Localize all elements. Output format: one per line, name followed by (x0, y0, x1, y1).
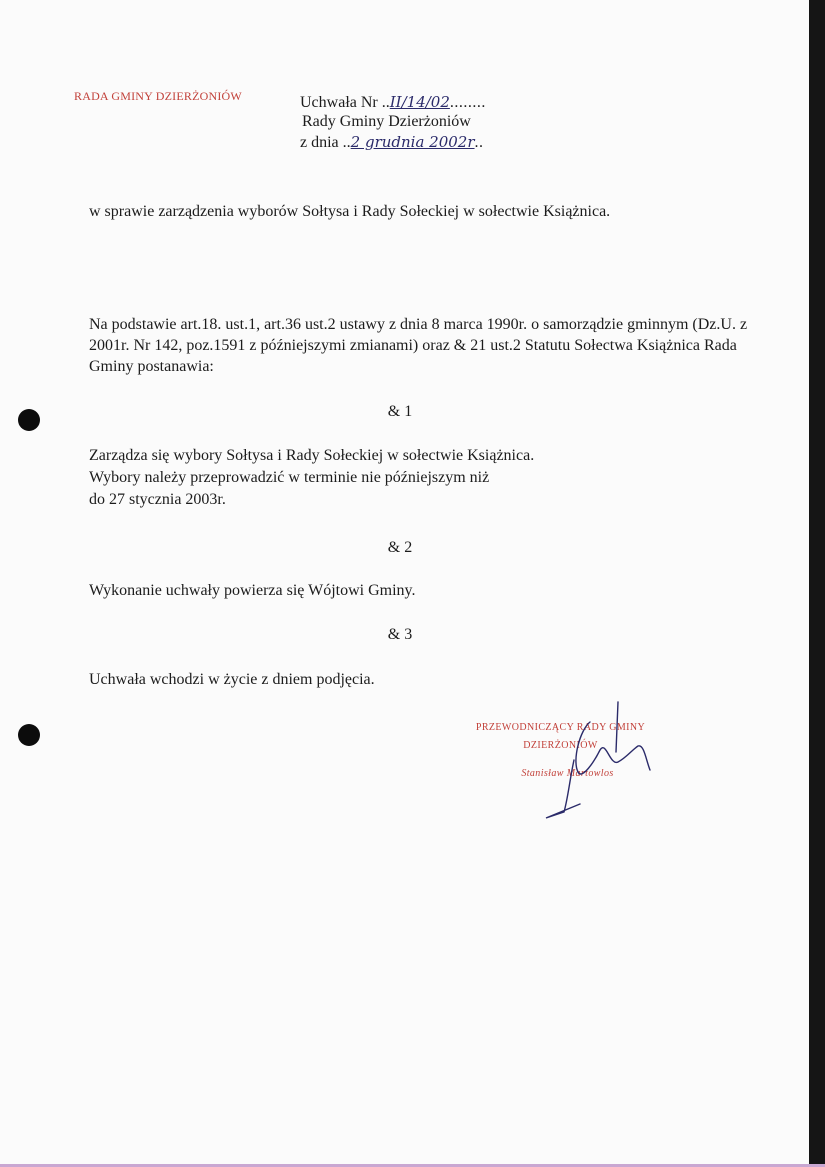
punch-hole-bottom (18, 724, 40, 746)
chairman-stamp-municipality: DZIERŻONIÓW (523, 740, 598, 751)
section-1-text (89, 445, 534, 511)
section-2-text (89, 580, 416, 602)
section-1-line-2: Wybory należy przeprowadzić w terminie nie późniejszym niż (89, 469, 490, 486)
resolution-date-dots: .. (474, 134, 484, 151)
handwritten-signature (520, 700, 660, 820)
resolution-number-label: Uchwała Nr .. (300, 94, 390, 111)
scanner-page-edge (809, 0, 825, 1167)
resolution-date-line (300, 132, 486, 152)
section-3-line-1: Uchwała wchodzi w życie z dniem podjęcia. (89, 671, 375, 688)
section-2-heading: & 2 (387, 539, 413, 556)
signature-stroke (546, 702, 650, 818)
resolution-number-dots: ........ (449, 94, 486, 111)
resolution-subject: w sprawie zarządzenia wyborów Sołtysa i Rady Sołeckiej w sołectwie Książnica. (89, 203, 611, 220)
resolution-header (300, 92, 486, 152)
resolution-date-label: z dnia .. (300, 134, 351, 151)
council-name: Rady Gminy Dzierżoniów (302, 113, 471, 130)
resolution-date-handwritten: 2 grudnia 2002r (350, 133, 475, 151)
council-stamp: RADA GMINY DZIERŻONIÓW (74, 89, 242, 103)
chairman-stamp-title: PRZEWODNICZĄCY RADY GMINY (475, 722, 646, 733)
resolution-number-line (300, 92, 486, 112)
section-3-heading: & 3 (387, 626, 413, 643)
section-3-text (89, 669, 375, 691)
chairman-stamp-name: Stanisław Martowlos (521, 768, 614, 779)
section-1-line-1: Zarządza się wybory Sołtysa i Rady Sołeckiej w sołectwie Książnica. (89, 447, 535, 464)
section-1-line-3: do 27 stycznia 2003r. (89, 491, 226, 508)
section-1-heading: & 1 (387, 403, 413, 420)
punch-hole-top (18, 409, 40, 431)
section-2-line-1: Wykonanie uchwały powierza się Wójtowi Gminy. (89, 582, 416, 599)
legal-basis: Na podstawie art.18. ust.1, art.36 ust.2 ustawy z dnia 8 marca 1990r. o samorządzie gminnym (Dz.U. z 2001r. Nr 142, poz.1591 z późniejszymi zmianami) oraz & 21 ust.2 Statutu Sołectwa Książnica Rada Gminy postanawia: (89, 316, 748, 375)
resolution-number-handwritten: II/14/02 (389, 93, 450, 111)
